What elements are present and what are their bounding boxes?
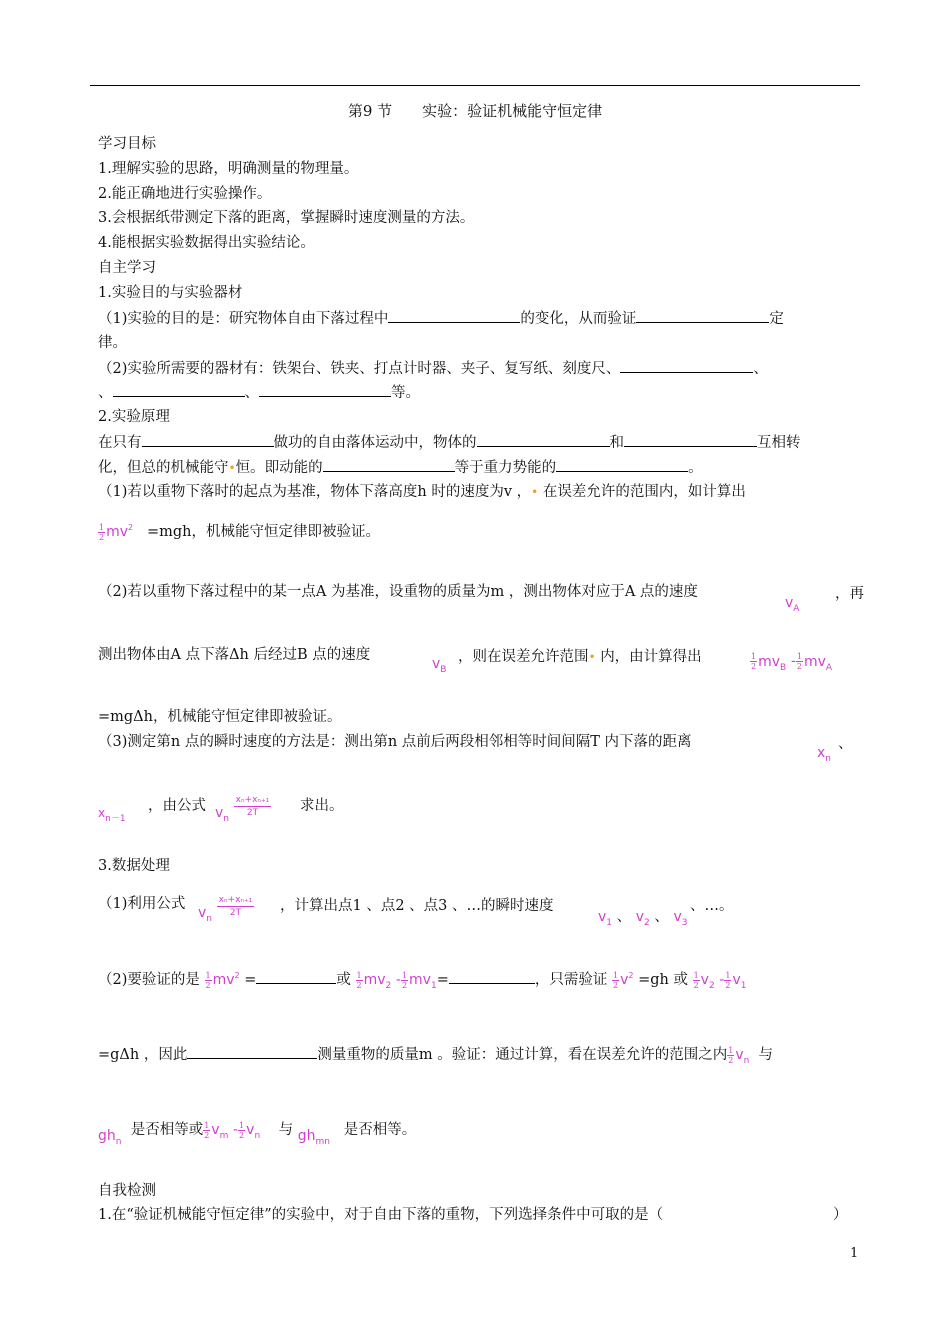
fill-blank[interactable]: [388, 308, 520, 323]
header-rule: [90, 85, 860, 86]
text-segment: =mgh，机械能守恒定律即被验证。: [146, 524, 380, 540]
fraction-half: $\frac{1}{2}$: [204, 1120, 210, 1140]
section-1-title: 1.实验目的与实验器材: [98, 285, 243, 301]
fraction-half: $\frac{1}{2}$: [693, 970, 699, 990]
text-segment: （1)实验的目的是：研究物体自由下落过程中: [98, 311, 389, 327]
self-check-question-1: [98, 1205, 858, 1225]
text-segment: =gΔh ，因此: [98, 1047, 188, 1063]
text-segment: （1)利用公式: [98, 896, 186, 912]
goal-item: 3.会根据纸带测定下落的距离，掌握瞬时速度测量的方法。: [98, 210, 475, 226]
self-check-heading: 自我检测: [98, 1183, 156, 1199]
fill-blank[interactable]: [142, 432, 274, 447]
text-segment: ，由公式: [148, 798, 206, 814]
text-segment: （1)若以重物下落时的起点为基准，物体下落高度h 时的速度为v ，: [98, 484, 532, 500]
text-segment: 。: [688, 460, 703, 476]
fill-blank[interactable]: [477, 432, 610, 447]
fill-blank[interactable]: [624, 432, 757, 447]
text-segment: 等于重力势能的: [454, 460, 557, 476]
fill-blank[interactable]: [323, 457, 455, 472]
goal-item: 4.能根据实验数据得出实验结论。: [98, 235, 315, 251]
section-1-paragraph-1-cont: 律。: [98, 335, 127, 351]
mark-dot: •: [531, 485, 539, 499]
fill-blank[interactable]: [113, 382, 245, 397]
fraction-half: $\frac{1}{2}$: [728, 1045, 734, 1065]
text-segment: （2)实验所需要的器材有：铁架台、铁夹、打点计时器、夹子、复写纸、刻度尺、: [98, 361, 621, 377]
text-segment: 测出物体由A 点下落Δh 后经过B 点的速度: [98, 647, 371, 663]
math-vA: $v_A$: [785, 595, 800, 614]
fraction-half: $\frac{1}{2}$: [205, 970, 211, 990]
text-segment: 定: [769, 311, 784, 327]
formula-vn: $v_n$ $\frac{\text{xₙ+xₙ₊₁}}{2T}$: [215, 795, 270, 824]
text-segment: ，则在误差允许范围• 内，由计算得出: [458, 649, 702, 665]
fraction-half: $\frac{1}{2}$: [99, 522, 105, 542]
text-segment: 在只有: [98, 435, 142, 451]
section-2-title: 2.实验原理: [98, 409, 170, 425]
text-segment: 化，但总的机械能守: [98, 460, 229, 476]
text-segment: 是否相等。: [343, 1122, 417, 1138]
formula-line: [98, 520, 380, 542]
math-v-list: $v_1$ 、 $v_2$ 、 $v_3$: [598, 909, 688, 928]
page-title: 第9 节 实验：验证机械能守恒定律: [347, 102, 603, 120]
goal-item: 2.能正确地进行实验操作。: [98, 186, 272, 202]
text-segment: ，只需验证: [534, 972, 608, 988]
text-segment: =: [436, 972, 449, 988]
text-segment: 和: [609, 435, 624, 451]
section-2-paragraph-2-end: =mgΔh，机械能守恒定律即被验证。: [98, 709, 342, 725]
section-1-paragraph-1: [98, 308, 784, 329]
text-segment: （2)要验证的是: [98, 972, 200, 988]
formula-energy-difference: $\frac{1}{2}$ $mv_B$ - $\frac{1}{2}$ $mv_A$: [751, 652, 833, 673]
text-segment: =gh 或: [638, 972, 688, 988]
section-2-paragraph-2-cont: [98, 645, 370, 665]
math-mv2: $mv^2$: [106, 523, 134, 540]
math-xn: $x_n$: [817, 745, 832, 764]
text-segment: 测量重物的质量m 。验证：通过计算，看在误差允许的范围之内: [317, 1047, 728, 1063]
text-segment: 、: [244, 385, 259, 401]
section-3-paragraph-2: （2)要验证的是 $\frac{1}{2}$ $mv^2$ = 或 $\frac{1}{2}$ $mv_2$ - $\frac{1}{2}$ $mv_1=$ ，只需验证 $\frac{1}{2}$ $v^2 =gh$ 或 $\frac{1}{2}$ $v_2$ - $\frac{1}{2}$ $v_1$: [98, 970, 747, 991]
math-xn-minus-1: $x_{n-1}$: [98, 806, 126, 824]
section-3-paragraph-2-end: $gh_n$ 是否相等或 $\frac{1}{2}$ $v_m$ - $\frac{1}{2}$ $v_n$ 与 $gh_{mn}$ 是否相等。: [98, 1120, 417, 1147]
math-vB: $v_B$: [432, 656, 447, 675]
fraction-vn: $\frac{\text{xₙ+xₙ₊₁}}{2T}$: [218, 895, 253, 918]
text-segment: 恒。即动能的: [235, 460, 323, 476]
self-study-heading: 自主学习: [98, 260, 156, 276]
text-segment: 求出。: [300, 798, 344, 814]
section-2-line-1: [98, 432, 801, 453]
page-number: 1: [850, 1246, 859, 1261]
text-segment: （2)若以重物下落过程中的某一点A 为基准，设重物的质量为m ，测出物体对应于A 点的速度: [98, 584, 698, 600]
fraction-half: $\frac{1}{2}$: [725, 970, 731, 990]
section-2-paragraph-2: [98, 582, 698, 602]
text-segment: 、…。: [690, 898, 734, 914]
text-segment: ）: [833, 1207, 848, 1223]
text-segment: 、: [838, 736, 853, 752]
text-segment: 或: [336, 972, 351, 988]
fraction-half: $\frac{1}{2}$: [401, 970, 408, 990]
section-2-paragraph-1: [98, 482, 746, 502]
mark-dot: •: [228, 461, 236, 475]
fraction-half: $\frac{1}{2}$: [239, 1120, 245, 1140]
text-segment: （3)测定第n 点的瞬时速度的方法是：测出第n 点前后两段相邻相等时间间隔T 内下落的距离: [98, 734, 692, 750]
fraction-vn: $\frac{\text{xₙ+xₙ₊₁}}{2T}$: [235, 795, 270, 818]
fill-blank[interactable]: [259, 382, 391, 397]
text-segment: 在误差允许的范围内，如计算出: [542, 484, 746, 500]
section-3-title: 3.数据处理: [98, 858, 170, 874]
section-1-paragraph-2-cont: [98, 382, 420, 403]
fill-blank[interactable]: [620, 358, 753, 373]
fill-blank[interactable]: [556, 457, 688, 472]
section-2-line-2: [98, 457, 703, 478]
text-segment: 、: [98, 385, 113, 401]
fill-blank[interactable]: [187, 1044, 317, 1059]
text-segment: 做功的自由落体运动中，物体的: [273, 435, 477, 451]
section-2-paragraph-3: [98, 732, 692, 752]
goal-item: 1.理解实验的思路，明确测量的物理量。: [98, 161, 359, 177]
text-segment: =: [244, 972, 257, 988]
text-segment: 互相转: [757, 435, 801, 451]
text-segment: ，计算出点1 、点2 、点3 、…的瞬时速度: [280, 898, 554, 914]
goals-heading: 学习目标: [98, 136, 156, 152]
text-segment: 与: [278, 1122, 294, 1138]
fraction-half: $\frac{1}{2}$: [796, 652, 802, 671]
fraction-half: $\frac{1}{2}$: [751, 652, 757, 671]
text-segment: ，再: [835, 586, 864, 602]
text-segment: 与: [758, 1047, 774, 1063]
text-segment: 等。: [391, 385, 420, 401]
section-1-paragraph-2: [98, 358, 768, 379]
fill-blank[interactable]: [636, 308, 769, 323]
formula-vn: $v_n$ $\frac{\text{xₙ+xₙ₊₁}}{2T}$: [198, 895, 253, 924]
fill-blank[interactable]: [256, 969, 336, 984]
text-segment: 是否相等或: [130, 1122, 204, 1138]
fraction-half: $\frac{1}{2}$: [356, 970, 362, 990]
fill-blank[interactable]: [449, 969, 535, 984]
section-3-paragraph-2-cont: =gΔh ，因此 测量重物的质量m 。验证：通过计算，看在误差允许的范围之内 $\frac{1}{2}$ $v_n$ 与: [98, 1045, 774, 1066]
text-segment: 的变化，从而验证: [520, 311, 637, 327]
fraction-half: $\frac{1}{2}$: [612, 970, 619, 990]
section-3-paragraph-1: [98, 894, 185, 914]
text-segment: 、: [753, 361, 768, 377]
text-segment: 1.在“验证机械能守恒定律”的实验中，对于自由下落的重物，下列选择条件中可取的是（: [98, 1207, 664, 1223]
